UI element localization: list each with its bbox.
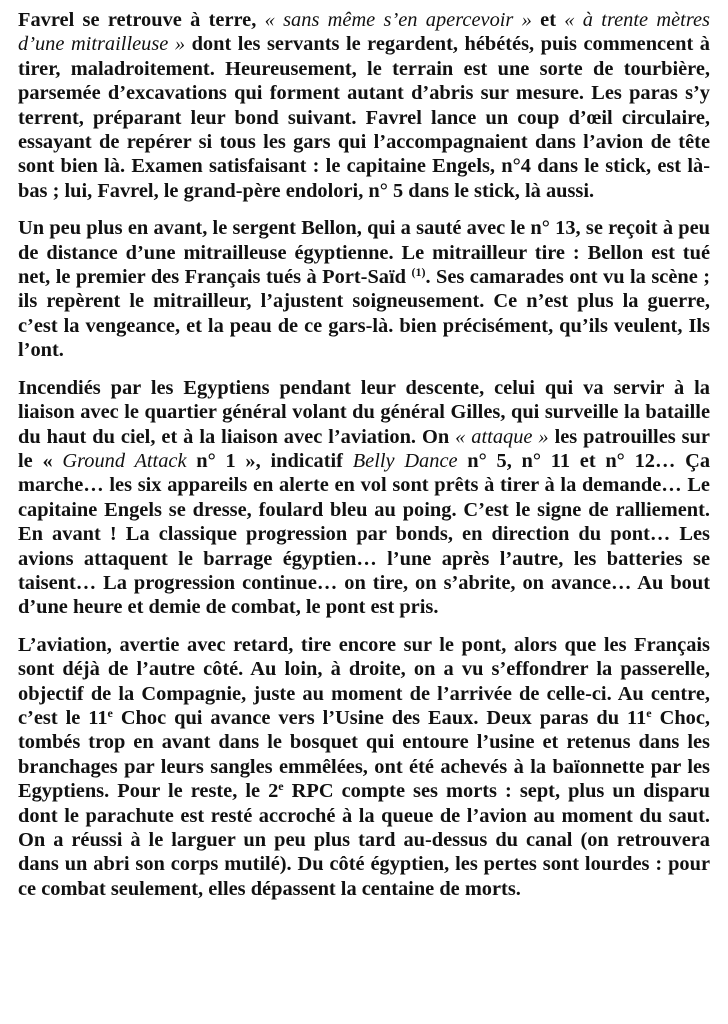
ordinal-superscript: e xyxy=(646,705,652,720)
text-run: . Ses camarades ont vu la scène ; ils repèrent le mitrailleur, l’ajustent soigneusement. Ce n’est plus la guerre, c’est la vengeance, et la peau de ce gars-là. bien précisément, qu’ils veulent, Ils l’ont. xyxy=(18,266,711,362)
text-run: n° 5, n° 11 et n° 12… Ça marche… les six appareils en alerte en vol sont prêts à tirer à la demande… Le capitaine Engels se dresse, foulard bleu au poing. C’est le signe de ralliement. En avant ! La classique progression par bonds, en direction du pont… Les avions attaquent le barrage égyptien… l’une après l’autre, les batteries se taisent… La progression continue… on tire, on s’abrite, on avance… Au bout d’une heure et demie de combat, le pont est pris. xyxy=(18,449,711,619)
footnote-marker: (1) xyxy=(411,265,426,280)
text-run: Favrel se retrouve à terre, xyxy=(18,9,265,31)
text-run: Incendiés par les Egyptiens pendant leur descente, celui qui va servir à la liaison avec le quartier général volant du général Gilles, qui surveille la bataille du haut du ciel, et à la liaison avec l’aviation. On xyxy=(18,376,710,448)
ordinal-superscript: e xyxy=(107,705,113,720)
text-run: Choc, tombés trop en avant dans le bosquet qui entoure l’usine et retenus dans les branchages par leurs sangles emmêlées, ont été achevés à la baïonnette par les Egyptiens. Pour le reste, le 2 xyxy=(18,706,710,803)
italic-quote: « sans même s’en apercevoir » xyxy=(264,9,532,31)
text-run: les patrouilles sur le « xyxy=(18,425,710,472)
italic-callsign: Belly Dance xyxy=(352,449,458,472)
text-run: et xyxy=(531,9,565,31)
text-run: dont les servants le regardent, hébétés, puis commencent à tirer, maladroitement. Heureusement, le terrain est une sorte de tourbière, parsemée d’excavations qui forment autant d’abris sur mesure. Les paras s’y terrent, préparant leur bond suivant. Favrel lance un coup d’œil circulaire, essayant de repérer si tous les gars qui l’accompagnaient dans l’avion de tête sont bien là. Examen satisfaisant : le capitaine Engels, n°4 dans le stick, est là-bas ; lui, Favrel, le grand-père endolori, n° 5 dans le stick, là aussi. xyxy=(18,33,711,202)
ordinal-superscript: e xyxy=(278,779,284,794)
italic-quote: « à trente mètres d’une mitrailleuse » xyxy=(18,9,710,56)
text-run: n° 1 », indicatif xyxy=(186,449,353,472)
text-run: RPC compte ses morts : sept, plus un disparu dont le parachute est resté accroché à la queue de l’avion au moment du saut. On a réussi à le larguer un peu plus tard au-dessus du canal (on retrouvera dans un abri son corps mutilé). Du côté égyptien, les pertes sont lourdes : pour ce combat seulement, elles dépassent la centaine de morts. xyxy=(18,780,710,900)
paragraph-2 xyxy=(18,216,710,362)
document-page xyxy=(18,8,710,901)
paragraph-1 xyxy=(18,8,710,203)
paragraph-3 xyxy=(18,376,710,620)
text-run: Un peu plus en avant, le sergent Bellon, qui a sauté avec le n° 13, se reçoit à peu de distance d’une mitrailleuse égyptienne. Le mitrailleur tire : Bellon est tué net, le premier des Français tués à Port-Saïd xyxy=(18,217,710,289)
paragraph-4 xyxy=(18,633,710,901)
italic-callsign: Ground Attack xyxy=(62,449,187,472)
italic-quote: « attaque » xyxy=(455,425,549,448)
text-run: L’aviation, avertie avec retard, tire encore sur le pont, alors que les Français sont déjà de l’autre côté. Au loin, à droite, on a vu s’effondrer la passerelle, objectif de la Compagnie, juste au moment de l’arrivée de celle-ci. Au centre, c’est le 11 xyxy=(18,633,710,729)
text-run: Choc qui avance vers l’Usine des Eaux. Deux paras du 11 xyxy=(112,706,647,729)
